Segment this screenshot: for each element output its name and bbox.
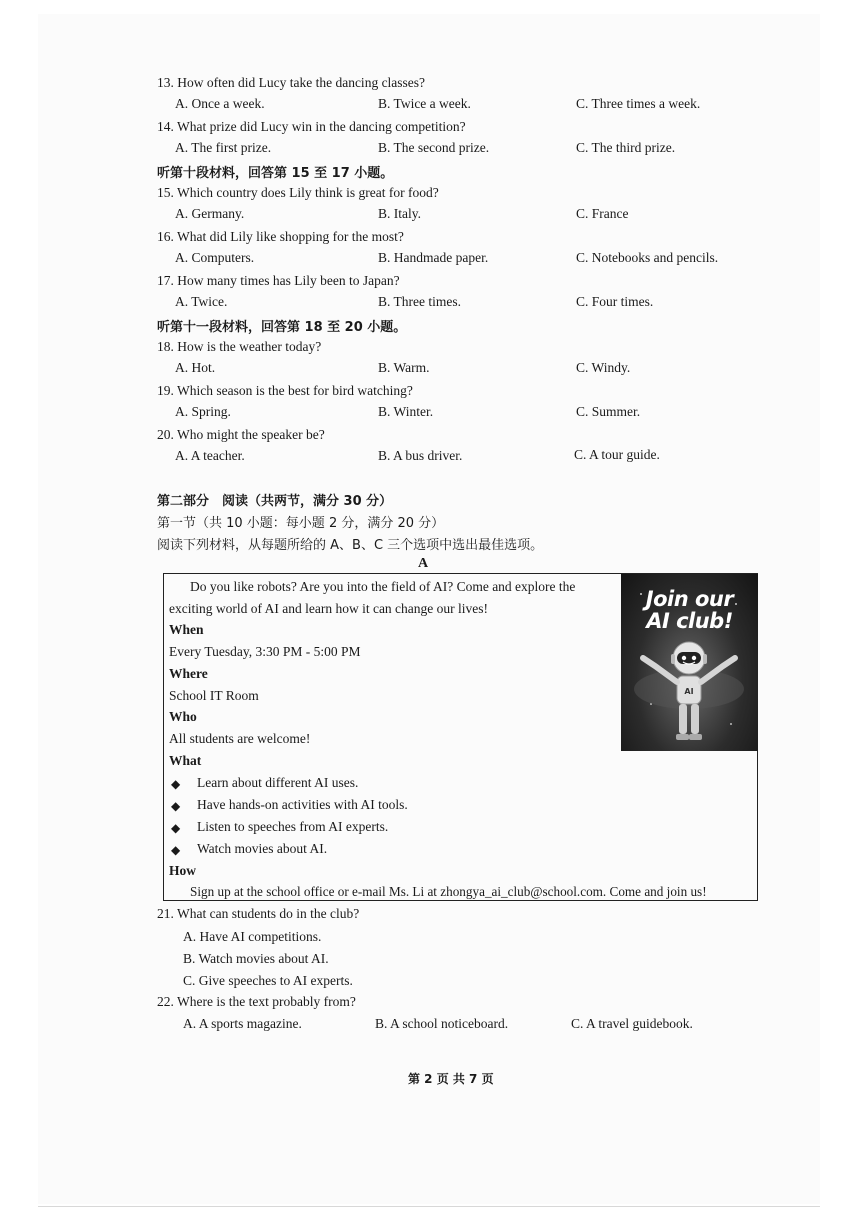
passage-label: A — [418, 556, 429, 571]
section1-title: 第一节（共 10 小题：每小题 2 分，满分 20 分） — [157, 516, 445, 531]
part2-title: 第二部分 阅读（共两节，满分 30 分） — [157, 494, 393, 509]
q21-option-b: B. Watch movies about AI. — [183, 951, 329, 966]
question-17: 17. How many times has Lily been to Japan? — [157, 273, 400, 288]
question-20: 20. Who might the speaker be? — [157, 427, 325, 442]
q18-option-b: B. Warm. — [378, 360, 430, 375]
question-16: 16. What did Lily like shopping for the most? — [157, 229, 404, 244]
q15-option-c: C. France — [576, 206, 629, 221]
notice-intro-line2: exciting world of AI and learn how it can change our lives! — [169, 601, 489, 616]
q20-option-a: A. A teacher. — [175, 448, 245, 463]
page-number-footer: 第 2 页 共 7 页 — [408, 1072, 494, 1086]
q20-option-c: C. A tour guide. — [574, 447, 660, 462]
question-21: 21. What can students do in the club? — [157, 906, 360, 921]
notice-who-label: Who — [169, 709, 197, 724]
q16-option-c: C. Notebooks and pencils. — [576, 250, 719, 265]
robot-icon — [621, 574, 758, 751]
q14-option-b: B. The second prize. — [378, 140, 490, 155]
question-13: 13. How often did Lucy take the dancing classes? — [157, 75, 426, 90]
q17-option-c: C. Four times. — [576, 294, 654, 309]
notice-what-item: Learn about different AI uses. — [197, 775, 359, 790]
notice-when-label: When — [169, 622, 204, 637]
q15-option-b: B. Italy. — [378, 206, 421, 221]
poster-title: Join our AI club! — [645, 587, 734, 633]
section-11-heading: 听第十一段材料，回答第 18 至 20 小题。 — [157, 320, 407, 335]
notice-what-label: What — [169, 753, 202, 768]
q17-option-a: A. Twice. — [175, 294, 228, 309]
page-bottom-edge — [38, 1206, 820, 1207]
ai-club-poster — [621, 574, 758, 751]
question-15: 15. Which country does Lily think is great for food? — [157, 185, 439, 200]
question-22: 22. Where is the text probably from? — [157, 994, 356, 1009]
q16-option-b: B. Handmade paper. — [378, 250, 489, 265]
q18-option-a: A. Hot. — [175, 360, 216, 375]
q13-option-b: B. Twice a week. — [378, 96, 471, 111]
q22-option-a: A. A sports magazine. — [183, 1016, 302, 1031]
q15-option-a: A. Germany. — [175, 206, 245, 221]
q21-option-a: A. Have AI competitions. — [183, 929, 322, 944]
notice-what-item: Watch movies about AI. — [197, 841, 328, 856]
notice-how-label: How — [169, 863, 196, 878]
q19-option-b: B. Winter. — [378, 404, 434, 419]
q21-option-c: C. Give speeches to AI experts. — [183, 973, 353, 988]
notice-when-text: Every Tuesday, 3:30 PM - 5:00 PM — [169, 644, 361, 659]
notice-intro-line1: Do you like robots? Are you into the field of AI? Come and explore the — [190, 579, 576, 594]
notice-what-item: Have hands-on activities with AI tools. — [197, 797, 408, 812]
question-14: 14. What prize did Lucy win in the dancing competition? — [157, 119, 466, 134]
reading-instructions: 阅读下列材料，从每题所给的 A、B、C 三个选项中选出最佳选项。 — [157, 538, 544, 553]
notice-where-text: School IT Room — [169, 688, 259, 703]
bullet-diamond-icon: ◆ — [171, 821, 181, 835]
q20-option-b: B. A bus driver. — [378, 448, 463, 463]
q19-option-a: A. Spring. — [175, 404, 231, 419]
q13-option-c: C. Three times a week. — [576, 96, 701, 111]
notice-where-label: Where — [169, 666, 208, 681]
svg-text:AI: AI — [684, 687, 694, 696]
bullet-diamond-icon: ◆ — [171, 777, 181, 791]
q14-option-c: C. The third prize. — [576, 140, 676, 155]
notice-how-text: Sign up at the school office or e-mail Ms. Li at zhongya_ai_club@school.com. Come and join us! — [190, 884, 707, 899]
notice-what-item: Listen to speeches from AI experts. — [197, 819, 389, 834]
q16-option-a: A. Computers. — [175, 250, 255, 265]
q19-option-c: C. Summer. — [576, 404, 641, 419]
section-10-heading: 听第十段材料，回答第 15 至 17 小题。 — [157, 166, 394, 181]
q13-option-a: A. Once a week. — [175, 96, 265, 111]
q22-option-b: B. A school noticeboard. — [375, 1016, 509, 1031]
notice-who-text: All students are welcome! — [169, 731, 311, 746]
q22-option-c: C. A travel guidebook. — [571, 1016, 693, 1031]
question-19: 19. Which season is the best for bird watching? — [157, 383, 413, 398]
q14-option-a: A. The first prize. — [175, 140, 272, 155]
q18-option-c: C. Windy. — [576, 360, 631, 375]
question-18: 18. How is the weather today? — [157, 339, 322, 354]
q17-option-b: B. Three times. — [378, 294, 461, 309]
bullet-diamond-icon: ◆ — [171, 843, 181, 857]
bullet-diamond-icon: ◆ — [171, 799, 181, 813]
